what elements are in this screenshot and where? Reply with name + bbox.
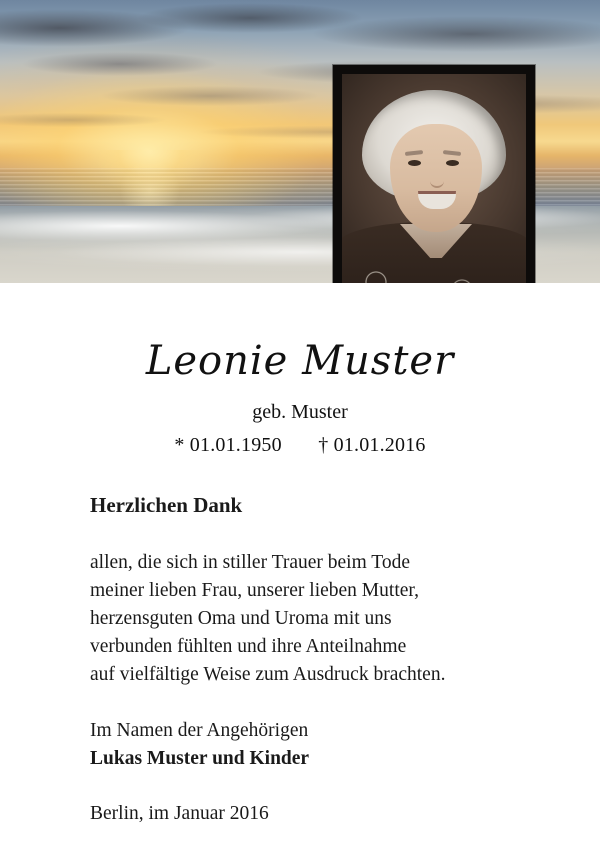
portrait-photo: [342, 74, 526, 283]
closing-block: [90, 717, 600, 773]
message-line: herzensguten Oma und Uroma mit uns: [90, 608, 392, 629]
message-line: allen, die sich in stiller Trauer beim Tode: [90, 552, 410, 573]
thanks-heading: Herzlichen Dank: [90, 493, 243, 517]
birth-symbol: *: [174, 434, 185, 456]
message-line: meiner lieben Frau, unserer lieben Mutter,: [90, 580, 419, 601]
family-name: Lukas Muster und Kinder: [90, 748, 310, 769]
deceased-name: Leonie Muster: [145, 338, 455, 384]
portrait-frame: [333, 65, 535, 283]
maiden-name: geb. Muster: [252, 401, 348, 423]
portrait-eye-left: [408, 160, 421, 166]
message-line: verbunden fühlten und ihre Anteilnahme: [90, 636, 407, 657]
portrait-nose: [430, 172, 444, 188]
closing-line: Im Namen der Angehörigen: [90, 720, 309, 741]
life-dates: [0, 434, 600, 457]
death-date: 01.01.2016: [333, 434, 426, 456]
message-body: [90, 549, 560, 689]
memorial-card-content: [0, 338, 600, 825]
portrait-eye-right: [446, 160, 459, 166]
sunset-beach-banner: [0, 0, 600, 283]
birth-date: 01.01.1950: [189, 434, 282, 456]
message-line: auf vielfältige Weise zum Ausdruck brachten.: [90, 664, 446, 685]
death-symbol: †: [318, 434, 329, 456]
place-and-date: Berlin, im Januar 2016: [90, 803, 269, 824]
